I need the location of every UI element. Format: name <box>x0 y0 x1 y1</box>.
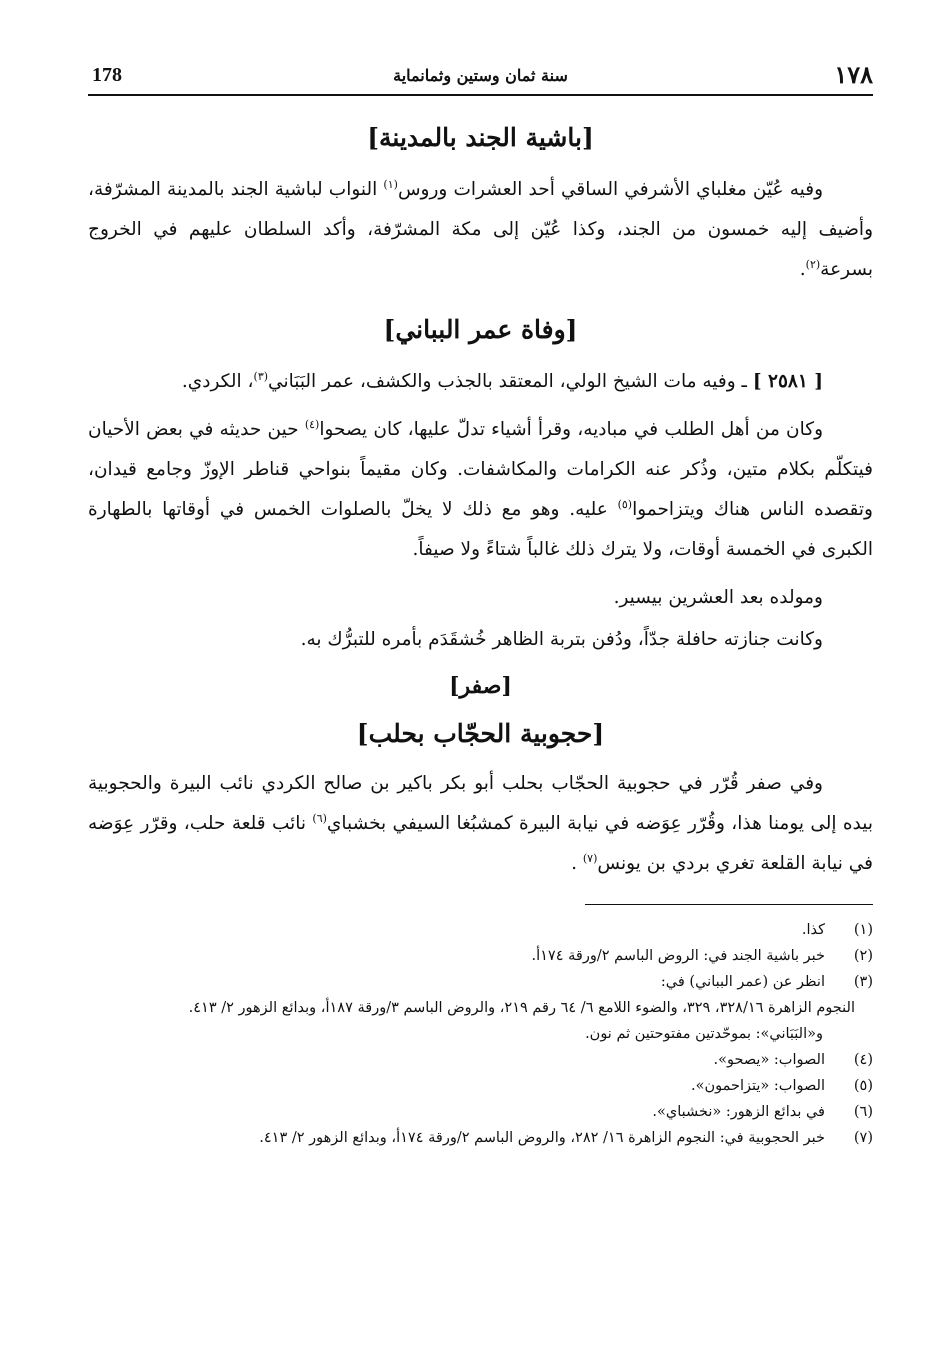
footnote-separator <box>585 904 873 905</box>
section-heading-chamberlains: [حجوبية الحجّاب بحلب] <box>356 719 605 748</box>
footnote-number: (٦) <box>853 1104 873 1120</box>
text-run: . <box>799 259 806 280</box>
section-heading-garrison: [باشية الجند بالمدينة] <box>367 123 594 152</box>
footnote-3 <box>88 969 873 995</box>
footnote-text: خبر الحجوبية في: النجوم الزاهرة ١٦/ ٢٨٢، والروض الباسم ٢/ورقة ١٧٤أ، وبدائع الزهور ٢/ ٤١٣. <box>259 1130 825 1146</box>
footnote-6 <box>88 1099 873 1125</box>
text-run: عليه. وهو مع ذلك لا يخلّ بالصلوات الخمس في أوقاتها بالطهارة الكبرى في الخمسة أوقات، ولا يترك ذلك غالباً شتاءً ولا صيفاً. <box>88 499 873 560</box>
footnote-3-note: و«البَبَاني»: بموحّدتين مفتوحتين ثم نون. <box>585 1026 823 1042</box>
page-number-arabic: ١٧٨ <box>834 60 873 89</box>
text-run: النواب لباشية الجند بالمدينة المشرّفة، وأضيف إليه خمسون من الجند، وكذا عُيّن إلى مكة المشرّفة، وأكد السلطان عليهم في الخروج بسرعة <box>88 179 873 280</box>
footnote-text: انظر عن (عمر البباني) في: <box>660 974 825 990</box>
page-header <box>88 52 873 96</box>
book-page <box>88 52 873 1352</box>
footnote-number: (٥) <box>853 1078 873 1094</box>
running-title: سنة ثمان وستين وثمانماية <box>393 66 568 85</box>
footnote-number: (٢) <box>853 948 873 964</box>
footnote-5 <box>88 1073 873 1099</box>
footnote-ref-7: (٧) <box>582 851 598 865</box>
footnote-text: الصواب: «يصحو». <box>713 1052 825 1068</box>
footnote-ref-5: (٥) <box>617 497 633 511</box>
text-run: نائب قلعة حلب، وقرّر عِوَضه في نيابة القلعة تغري بردي بن يونس <box>88 813 873 874</box>
footnote-text: الصواب: «يتزاحمون». <box>691 1078 825 1094</box>
paragraph-entry-2581 <box>88 362 873 402</box>
page-number-latin: 178 <box>92 64 122 86</box>
text-run: ـ وفيه مات الشيخ الولي، المعتقد بالجذب والكشف، عمر البَبَاني <box>268 371 753 392</box>
footnote-text: خبر باشية الجند في: الروض الباسم ٢/ورقة ١٧٤أ. <box>531 948 825 964</box>
entry-number: [ ٢٥٨١ ] <box>752 371 823 392</box>
footnote-number: (٧) <box>853 1130 873 1146</box>
text-run: وكان من أهل الطلب في مباديه، وقرأ أشياء تدلّ عليها، كان يصحوا <box>319 419 824 440</box>
text-run: . <box>571 853 583 874</box>
footnote-4 <box>88 1047 873 1073</box>
footnote-ref-1: (١) <box>383 177 398 191</box>
footnote-ref-3: (٣) <box>253 369 269 383</box>
footnote-ref-6: (٦) <box>312 811 327 825</box>
footnote-3-sources: النجوم الزاهرة ٣٢٨/١٦، ٣٢٩، والضوء اللامع ٦/ ٦٤ رقم ٢١٩، والروض الباسم ٣/ورقة ١٨٧أ، وبدائع الزهور ٢/ ٤١٣. <box>188 1000 855 1016</box>
text-run: ، الكردي. <box>181 371 254 392</box>
section-heading-safar: [صفر] <box>449 673 512 699</box>
text-run: وفيه عُيّن مغلباي الأشرفي الساقي أحد العشرات وروس <box>397 179 824 200</box>
footnote-ref-4: (٤) <box>304 417 320 431</box>
footnote-number: (٤) <box>853 1052 873 1068</box>
footnote-1 <box>88 917 873 943</box>
paragraph-funeral: وكانت جنازته حافلة جدّاً، ودُفن بتربة الظاهر خُشقَدَم بأمره للتبرُّك به. <box>300 629 823 650</box>
footnotes <box>88 917 873 1151</box>
section-heading-death-umar: [وفاة عمر البباني] <box>383 315 578 344</box>
footnote-ref-2: (٢) <box>805 257 821 271</box>
footnote-7 <box>88 1125 873 1151</box>
text-run: وفي صفر قُرّر في حجوبية الحجّاب بحلب أبو بكر باكير بن صالح الكردي نائب البيرة والحجوبية بيده إلى يومنا هذا، وقُرّر عِوَضه في نيابة البيرة كمشبُغا السيفي بخشباي <box>88 773 874 834</box>
footnote-text: في بدائع الزهور: «نخشباي». <box>652 1104 825 1120</box>
paragraph-chamberlains <box>88 764 873 884</box>
footnote-number: (١) <box>853 922 873 938</box>
paragraph-birth: ومولده بعد العشرين بيسير. <box>613 587 823 608</box>
paragraph-garrison <box>88 170 873 290</box>
paragraph-biography <box>88 410 873 570</box>
footnote-number: (٣) <box>853 974 873 990</box>
footnote-text: كذا. <box>801 922 825 938</box>
text-run: حين حديثه في بعض الأحيان فيتكلّم بكلام متين، وذُكر عنه الكرامات والمكاشفات. وكان مقيماً بنواحي قناطر الإوزّ وجامع قيدان، وتقصده الناس هناك ويتزاحموا <box>88 419 873 520</box>
footnote-2 <box>88 943 873 969</box>
